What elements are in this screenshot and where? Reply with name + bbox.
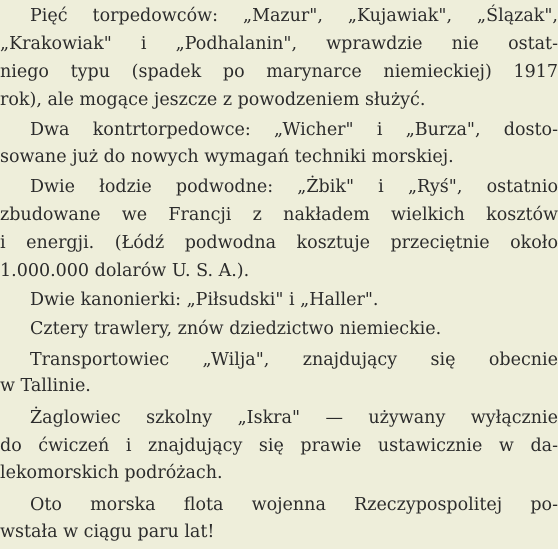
text-line: Cztery trawlery, znów dziedzictwo niemieckie. — [30, 319, 442, 339]
text-line: Dwie kanonierki: „Piłsudski" i „Haller". — [30, 290, 379, 310]
text-line: „Krakowiak" i „Podhalanin", wprawdzie nie ostat- — [0, 34, 558, 54]
text-line: sowane już do nowych wymagań techniki morskiej. — [0, 147, 454, 167]
text-line: zbudowane we Francji z nakładem wielkich kosztów — [0, 205, 558, 225]
text-line: Oto morska flota wojenna Rzeczypospolitej po- — [30, 495, 558, 515]
text-line: 1.000.000 dolarów U. S. A.). — [0, 261, 250, 281]
text-line: niego typu (spadek po marynarce niemieckiej) 1917 — [0, 62, 558, 82]
text-line: Transportowiec „Wilja", znajdujący się obecnie — [30, 350, 558, 370]
text-line: wstała w ciągu paru lat! — [0, 522, 215, 542]
text-line: rok), ale mogące jeszcze z powodzeniem służyć. — [0, 90, 426, 110]
text-line: lekomorskich podróżach. — [0, 463, 223, 483]
text-line: Żaglowiec szkolny „Iskra" — używany wyłącznie — [30, 408, 558, 428]
text-line: Dwa kontrtorpedowce: „Wicher" i „Burza", dosto- — [30, 120, 558, 140]
text-line: do ćwiczeń i znajdujący się prawie ustawicznie w da- — [0, 436, 558, 456]
text-line: i energji. (Łódź podwodna kosztuje przeciętnie około — [0, 233, 558, 253]
text-line: Dwie łodzie podwodne: „Żbik" i „Ryś", ostatnio — [30, 177, 558, 197]
text-line: Pięć torpedowców: „Mazur", „Kujawiak", „Ślązak", — [30, 6, 558, 26]
text-line: w Tallinie. — [0, 376, 91, 396]
